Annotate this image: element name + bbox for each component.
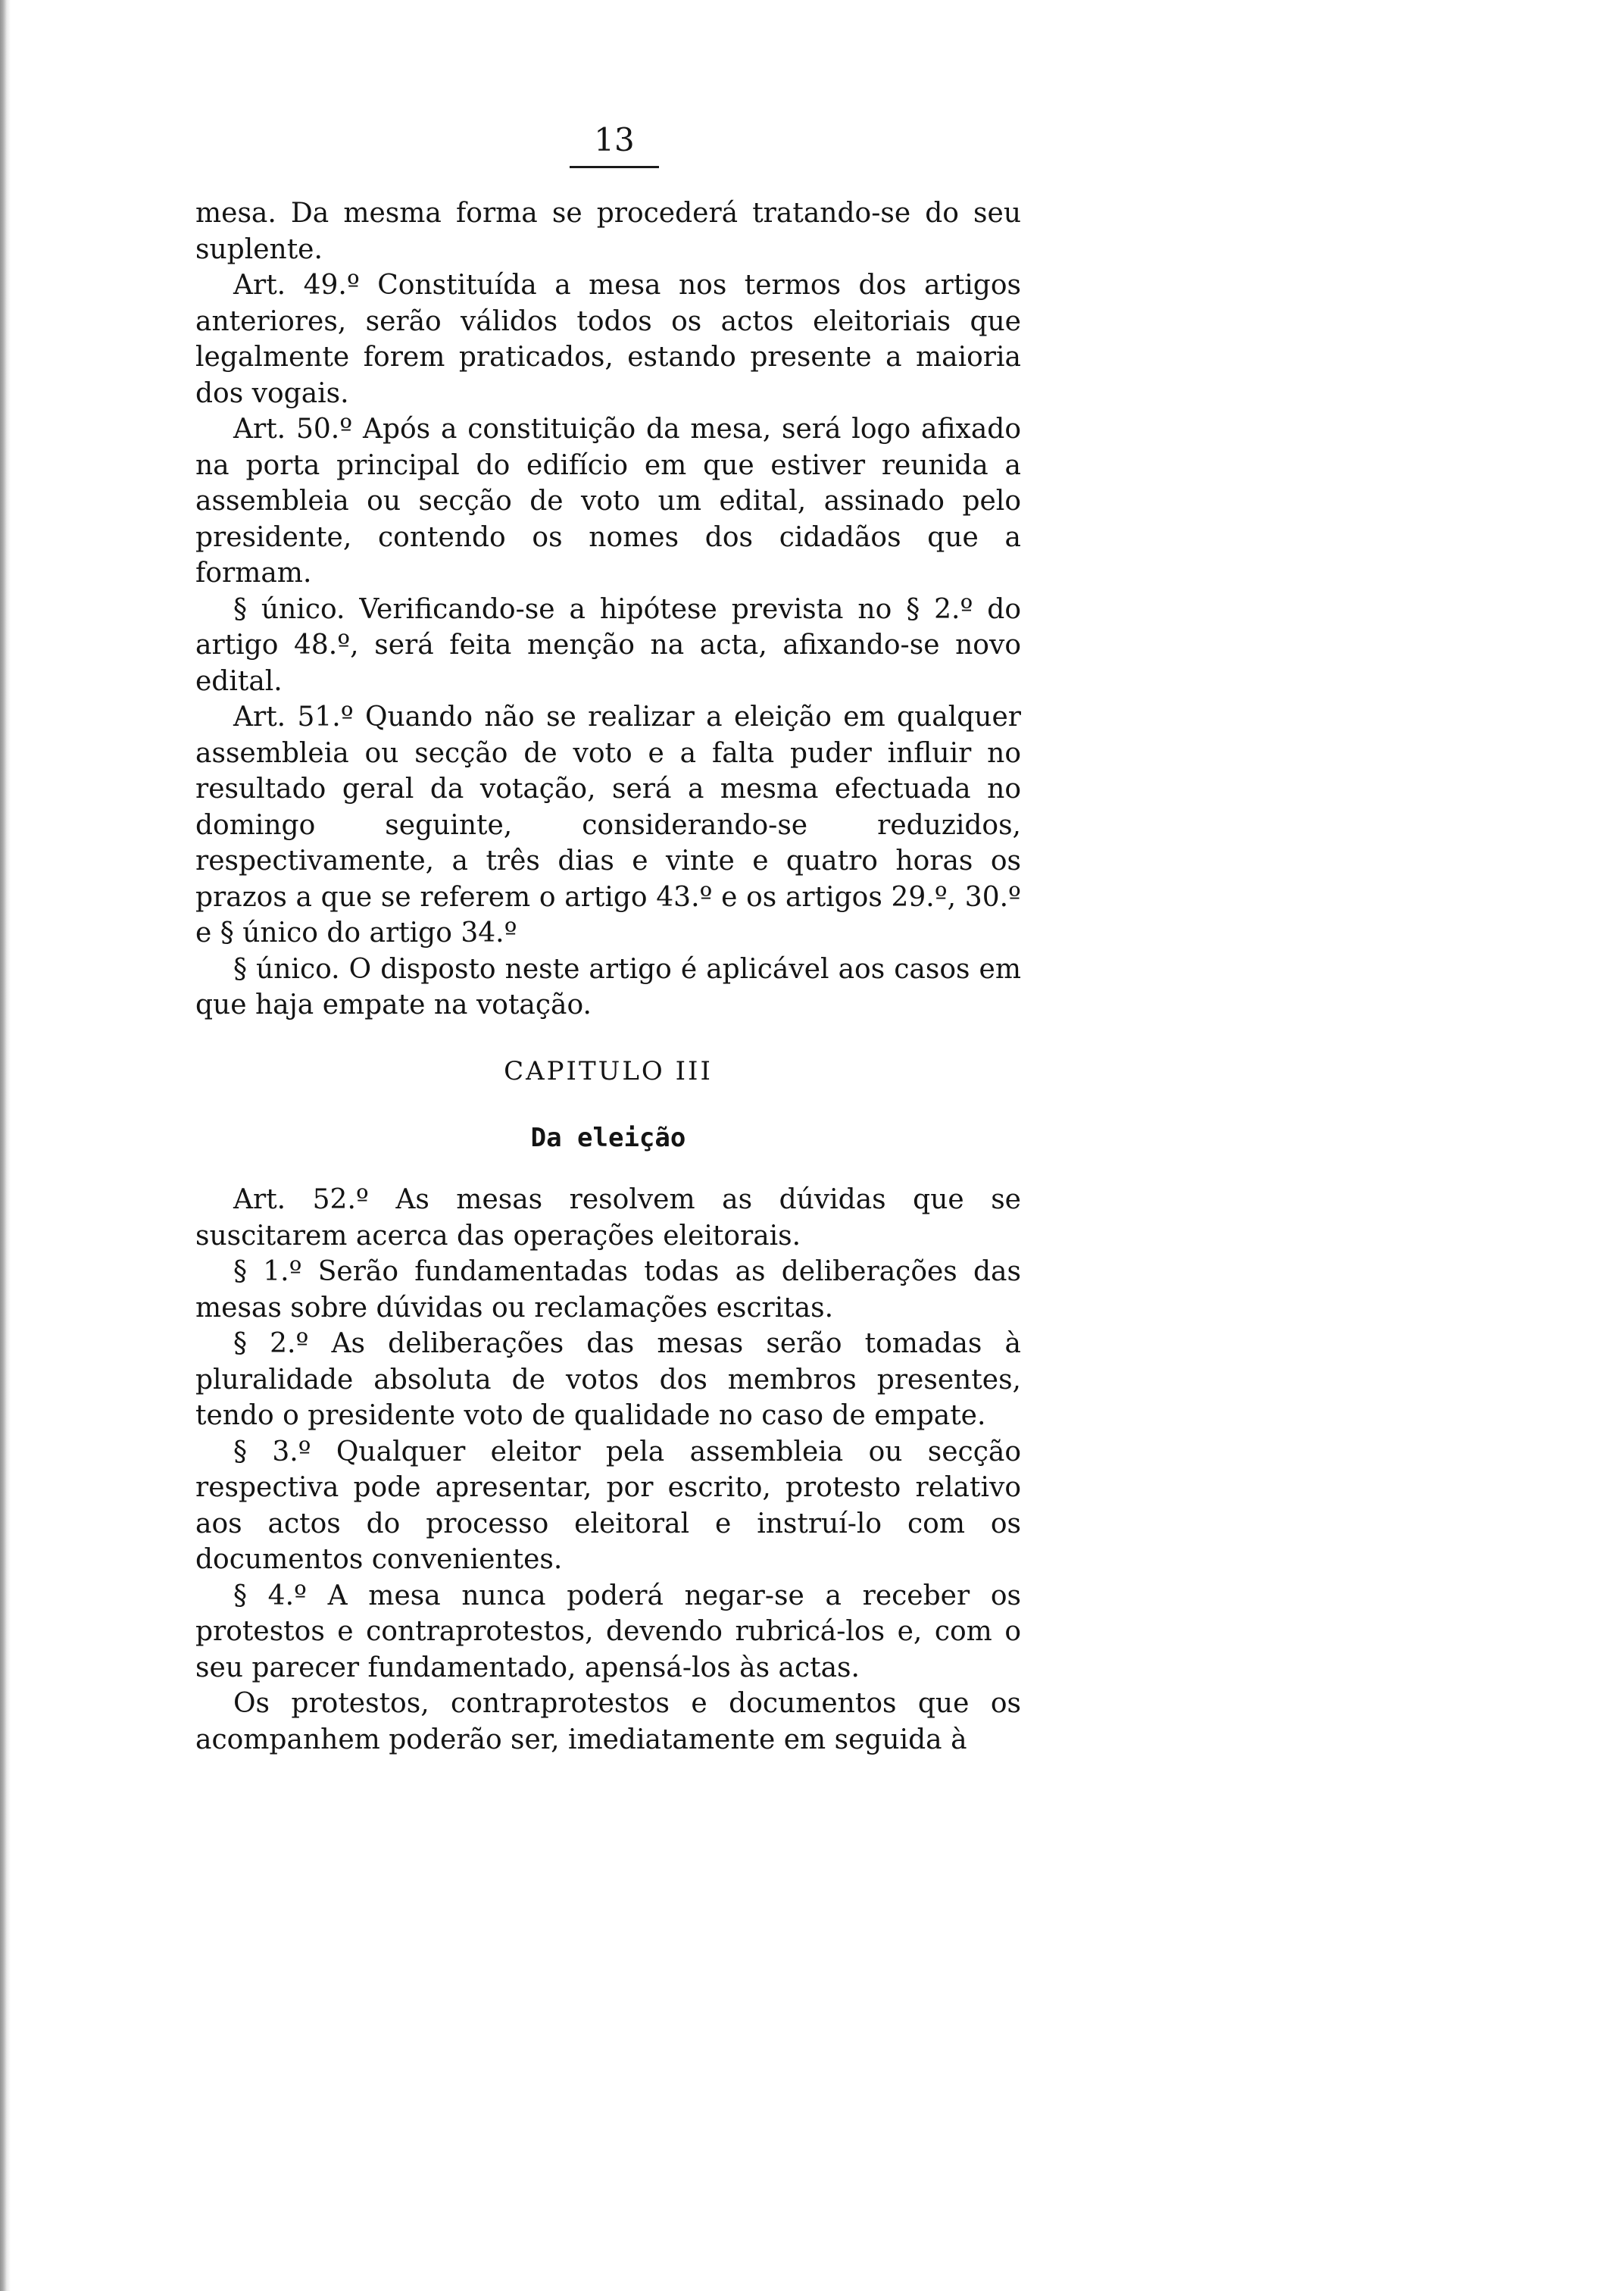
paragraph: § único. O disposto neste artigo é aplicável aos casos em que haja empate na votação. (195, 953, 1021, 1020)
paragraph: § 2.º As deliberações das mesas serão tomadas à pluralidade absoluta de votos dos membros presentes, tendo o presidente voto de qualidade no caso de empate. (195, 1328, 1021, 1431)
paragraph: Art. 50.º Após a constituição da mesa, será logo afixado na porta principal do edifício em que estiver reunida a assembleia ou secção de voto um edital, assinado pelo presidente, contendo os nomes dos cidadãos que a formam. (195, 414, 1021, 589)
body-text-top (195, 195, 1021, 1024)
chapter-title: Da eleição (530, 1123, 686, 1153)
page-number: 13 (594, 121, 635, 158)
paragraph: Art. 49.º Constituída a mesa nos termos dos artigos anteriores, serão válidos todos os actos eleitoriais que legalmente forem praticados, estando presente a maioria dos vogais. (195, 270, 1021, 409)
page-number-rule (570, 166, 659, 168)
paragraph: § 1.º Serão fundamentadas todas as deliberações das mesas sobre dúvidas ou reclamações escritas. (195, 1256, 1021, 1324)
body-text-bottom (195, 1182, 1021, 1758)
paragraph: § único. Verificando-se a hipótese prevista no § 2.º do artigo 48.º, será feita menção na acta, afixando-se novo edital. (195, 593, 1021, 697)
paragraph: Os protestos, contraprotestos e documentos que os acompanhem poderão ser, imediatamente em seguida à (195, 1688, 1021, 1755)
chapter-heading: CAPITULO III (504, 1056, 713, 1086)
paragraph: § 4.º A mesa nunca poderá negar-se a receber os protestos e contraprotestos, devendo rubricá-los e, com o seu parecer fundamentado, apensá-los às actas. (195, 1580, 1021, 1683)
paragraph: § 3.º Qualquer eleitor pela assembleia ou secção respectiva pode apresentar, por escrito, protesto relativo aos actos do processo eleitoral e instruí-lo com os documentos convenientes. (195, 1436, 1021, 1575)
paragraph: Art. 51.º Quando não se realizar a eleição em qualquer assembleia ou secção de voto e a falta puder influir no resultado geral da votação, será a mesma efectuada no domingo seguinte, considerando-se reduzidos, respectivamente, a três dias e vinte e quatro horas os prazos a que se referem o artigo 43.º e os artigos 29.º, 30.º e § único do artigo 34.º (195, 702, 1021, 949)
paragraph: mesa. Da mesma forma se procederá tratando-se do seu suplente. (195, 198, 1021, 265)
scan-edge-shadow (0, 0, 11, 2291)
paragraph: Art. 52.º As mesas resolvem as dúvidas que se suscitarem acerca das operações eleitorais. (195, 1184, 1021, 1252)
